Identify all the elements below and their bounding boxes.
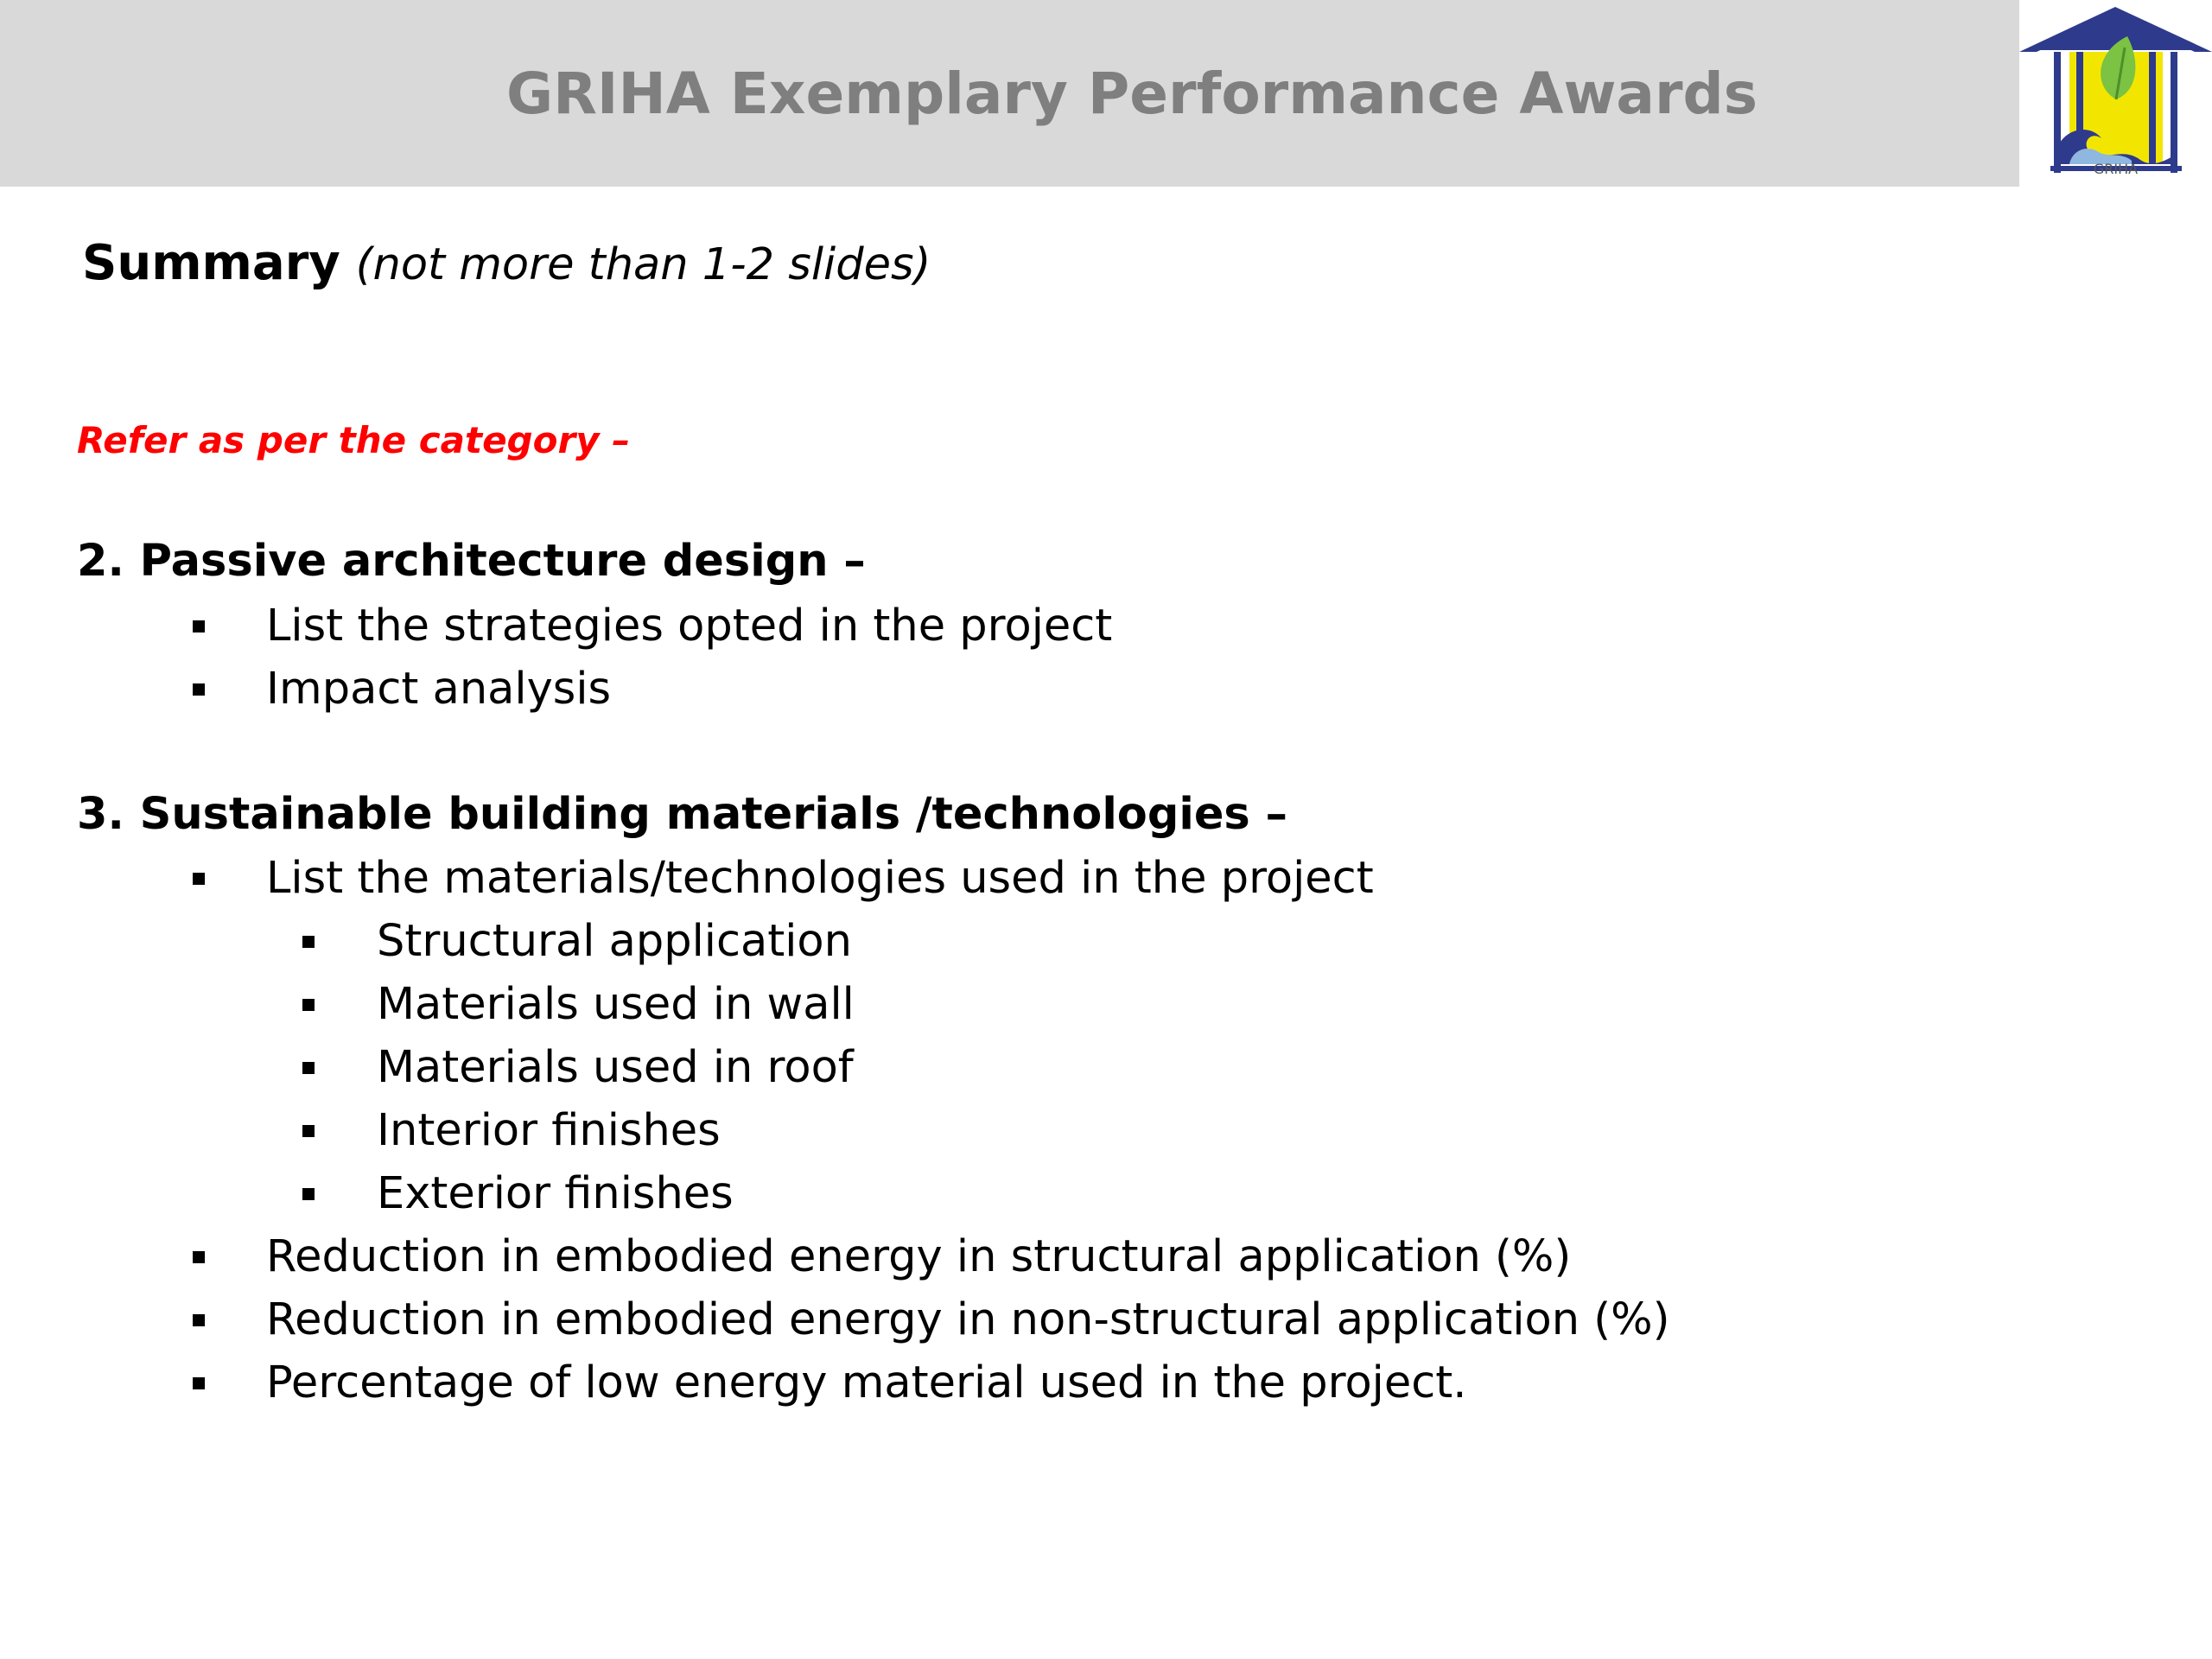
section-heading: 3. Sustainable building materials /technologies –: [77, 789, 1288, 840]
sub-list-item: Materials used in roof: [377, 1042, 854, 1093]
griha-logo-icon: [2019, 0, 2212, 187]
bullet-icon: [302, 1125, 315, 1137]
list-item: Percentage of low energy material used in the project.: [266, 1357, 1467, 1408]
bullet-icon: [302, 1062, 315, 1074]
bullet-icon: [193, 1251, 205, 1263]
bullet-icon: [193, 1377, 205, 1389]
bullet-icon: [193, 1314, 205, 1326]
bullet-icon: [302, 1188, 315, 1200]
slide-title: GRIHA Exemplary Performance Awards: [505, 60, 1758, 127]
list-item: List the materials/technologies used in the project: [266, 853, 1374, 904]
griha-logo: [2019, 0, 2212, 187]
bullet-icon: [193, 683, 205, 696]
sub-list-item: Exterior finishes: [377, 1168, 734, 1219]
section-heading: 2. Passive architecture design –: [77, 536, 866, 587]
list-item: List the strategies opted in the project: [266, 601, 1113, 652]
bullet-icon: [302, 999, 315, 1011]
refer-note: Refer as per the category –: [77, 419, 631, 461]
summary-heading: [82, 235, 931, 291]
list-item: Reduction in embodied energy in non-structural application (%): [266, 1294, 1670, 1345]
sub-list-item: Interior finishes: [377, 1105, 721, 1156]
sub-list-item: Structural application: [377, 916, 852, 967]
list-item: Impact analysis: [266, 664, 612, 715]
sub-list-item: Materials used in wall: [377, 979, 855, 1030]
summary-label: Summary: [82, 235, 340, 291]
bullet-icon: [302, 936, 315, 948]
summary-note: (not more than 1-2 slides): [355, 239, 931, 290]
logo-text: GRIHA: [2093, 161, 2139, 177]
bullet-icon: [193, 873, 205, 885]
bullet-icon: [193, 620, 205, 632]
list-item: Reduction in embodied energy in structural application (%): [266, 1231, 1572, 1282]
